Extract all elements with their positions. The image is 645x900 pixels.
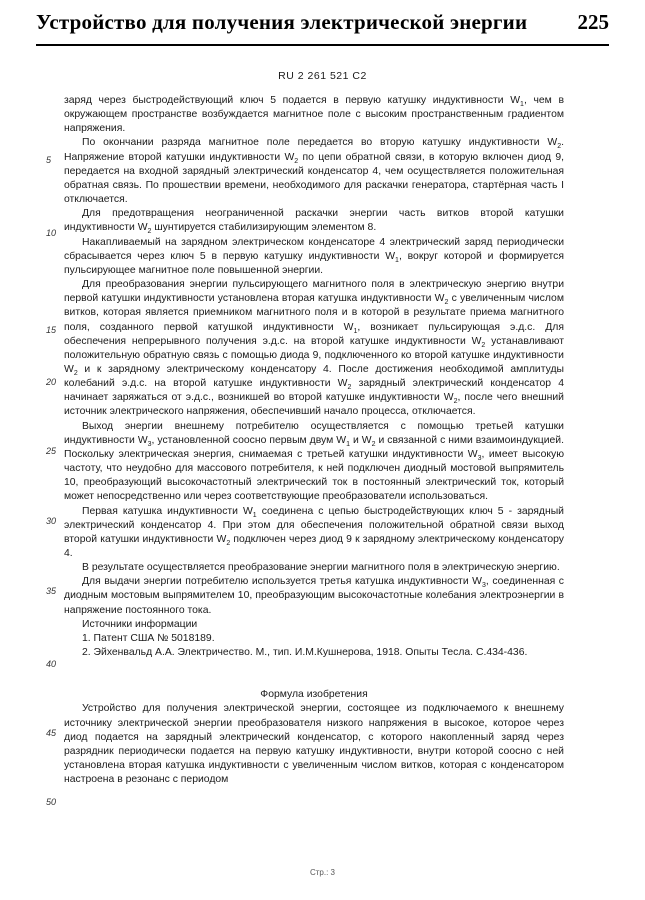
patent-number: RU 2 261 521 C2 xyxy=(278,70,367,82)
subscript: 2 xyxy=(73,370,78,378)
paragraph xyxy=(64,632,564,646)
subscript: 2 xyxy=(481,341,486,349)
text-run: , возникает пульсирующая э.д.с. Для обеспечения непрерывного получения э.д.с. на второй катушке индуктивности W xyxy=(64,321,564,347)
text-run: шунтируется стабилизирующим элементом 8. xyxy=(151,222,377,234)
subscript: 2 xyxy=(557,143,562,151)
subscript: 3 xyxy=(482,582,486,590)
paragraph xyxy=(64,236,564,278)
subscript: 2 xyxy=(347,384,352,392)
paragraph xyxy=(64,618,564,632)
subscript: 3 xyxy=(477,454,482,462)
page-number: 225 xyxy=(577,10,609,34)
text-run: зарядный электрический конденсатор 4 начинает заряжаться от э.д.с., возникшей во второй катушке индуктивности W xyxy=(64,378,564,404)
margin-line-number: 40 xyxy=(46,659,57,669)
text-run: с увеличенным числом витков, которая является приемником магнитного поля и в которой в результате приема магнитного поля, созданного первой катушкой индуктивности W xyxy=(64,293,564,333)
subscript: 2 xyxy=(444,299,449,307)
text-run: Источники информации xyxy=(82,618,198,630)
document-body xyxy=(64,94,564,787)
paragraph xyxy=(64,94,564,136)
text-run: Для преобразования энергии пульсирующего магнитного поля в электрическую энергию внутри первой катушки индуктивности установлена вторая катушка индуктивности W xyxy=(64,279,564,305)
text-run: Для предотвращения неограниченной раскачки энергии часть витков второй катушки индуктивности W xyxy=(64,208,564,234)
section-gap xyxy=(64,660,564,688)
text-run: , имеет высокую частоту, что неудобно для массового потребителя, к ней подключен диодный мостовой выпрямитель 10, преобразующий высокочастотный электрический ток в постоянный электрический ток, который может непосредственно или через соответствующие преобразователи использоваться. xyxy=(64,448,565,503)
margin-line-number: 45 xyxy=(46,728,57,738)
paragraph xyxy=(64,561,564,575)
text-run: Устройство для получения электрической энергии, состоящее из подключаемого к внешнему источнику электрической энергии преобразователя низкого напряжения в высокое, которое через диод подается на зарядный электрический конденсатор, с которого накопленный заряд через разрядник периодически подается на первую катушку индуктивности, внутри которой соосно с ней установлена вторая катушка индуктивности с увеличенным числом витков, которая с конденсатором настроена в резонанс с периодом xyxy=(64,703,564,786)
subscript: 2 xyxy=(226,539,231,547)
subscript: 1 xyxy=(520,101,524,109)
text-run: подключен через диод 9 к зарядному электрическому конденсатору 4. xyxy=(64,533,565,559)
text-run: Накапливаемый на зарядном электрическом конденсаторе 4 электрический заряд периодически сбрасывается через ключ 5 в первую катушку индуктивности W xyxy=(64,236,564,262)
text-run: Для выдачи энергии потребителю используется третья катушка индуктивности W xyxy=(82,576,482,588)
margin-line-number: 50 xyxy=(46,797,57,807)
subscript: 1 xyxy=(252,511,257,519)
paragraph xyxy=(64,646,564,660)
subscript: 1 xyxy=(395,256,399,264)
margin-line-number: 5 xyxy=(46,155,52,165)
subscript: 3 xyxy=(147,440,152,448)
margin-line-number: 30 xyxy=(46,516,57,526)
subscript: 2 xyxy=(147,228,152,236)
text-run: , установленной соосно первым двум W xyxy=(151,434,347,446)
paragraph xyxy=(64,136,564,207)
margin-line-number: 20 xyxy=(46,377,57,387)
subscript: 2 xyxy=(453,398,458,406)
text-run: 2. Эйхенвальд А.А. Электричество. М., тип. И.М.Кушнерова, 1918. Опыты Тесла. С.434-436. xyxy=(82,647,528,659)
paragraph xyxy=(64,702,564,787)
text-run: , после чего внешний источник электрического напряжения, обеспечивший начало процесса, отключается. xyxy=(64,392,564,418)
subscript: 2 xyxy=(294,157,299,165)
subscript: 1 xyxy=(346,440,350,448)
paragraph xyxy=(64,575,564,617)
page-footer: Стр.: 3 xyxy=(309,868,335,877)
margin-line-number: 35 xyxy=(46,586,57,596)
paragraph xyxy=(64,505,564,562)
book-section-title: Устройство для получения электрической энергии xyxy=(36,10,528,34)
text-run: и W xyxy=(349,434,372,446)
margin-line-number: 15 xyxy=(46,325,57,335)
text-run: соединена с цепью быстродействующих ключ 5 - зарядный электрический конденсатор 4. При этом для обеспечения положительной обратной связи выход второй катушки индуктивности W xyxy=(64,505,564,545)
text-run: и к зарядному электрическому конденсатору 4. После достижения необходимой амплитуды колебаний э.д.с. на второй катушке индуктивности W xyxy=(64,363,564,390)
paragraph xyxy=(64,420,564,505)
paragraph xyxy=(64,278,564,420)
claims-heading xyxy=(64,688,564,702)
text-run: Первая катушка индуктивности W xyxy=(82,505,253,517)
text-run: по цепи обратной связи, в которую включен диод 9, передается на входной зарядный электрический конденсатор 4, чем осуществляется положительная обратная связь. По прошествии времени, необходимого для раскачки генератора, стартёрная часть I отключается. xyxy=(64,151,564,206)
text-run: В результате осуществляется преобразование энергии магнитного поля в электрическую энергию. xyxy=(82,562,560,574)
text-run: , чем в окружающем пространстве возбуждается магнитное поле с высоким пространственным градиентом напряжения. xyxy=(64,95,564,135)
text-run: , соединенная с диодным мостовым выпрямителем 10, преобразующим высокочастотные колебания электроэнергии в напряжение постоянного тока. xyxy=(64,576,565,616)
text-run: и связанной с ними взаимоиндукцией. Поскольку электрическая энергия, снимаемая с третьей катушки индуктивности W xyxy=(64,434,565,460)
subscript: 1 xyxy=(353,327,358,335)
text-run: Выход энергии внешнему потребителю осуществляется с помощью третьей катушки индуктивности W xyxy=(64,420,564,446)
text-run: Формула изобретения xyxy=(260,689,368,701)
margin-line-number: 25 xyxy=(46,446,57,456)
text-run: 1. Патент США № 5018189. xyxy=(82,632,215,644)
margin-line-number: 10 xyxy=(46,228,57,238)
text-run: , вокруг которой и формируется пульсирующее магнитное поле повышенной энергии. xyxy=(64,250,564,276)
text-run: По окончании разряда магнитное поле передается во вторую катушку индуктивности W xyxy=(82,137,558,149)
text-run: заряд через быстродействующий ключ 5 подается в первую катушку индуктивности W xyxy=(64,95,521,106)
subscript: 2 xyxy=(371,440,376,448)
paragraph xyxy=(64,207,564,235)
header-rule xyxy=(36,44,609,46)
page-header xyxy=(36,10,609,40)
text-run: устанавливают положительную обратную связь с помощью диода 9, подключенного ко второй катушке индуктивности W xyxy=(64,335,564,375)
text-run: . Напряжение второй катушки индуктивности W xyxy=(64,137,564,163)
